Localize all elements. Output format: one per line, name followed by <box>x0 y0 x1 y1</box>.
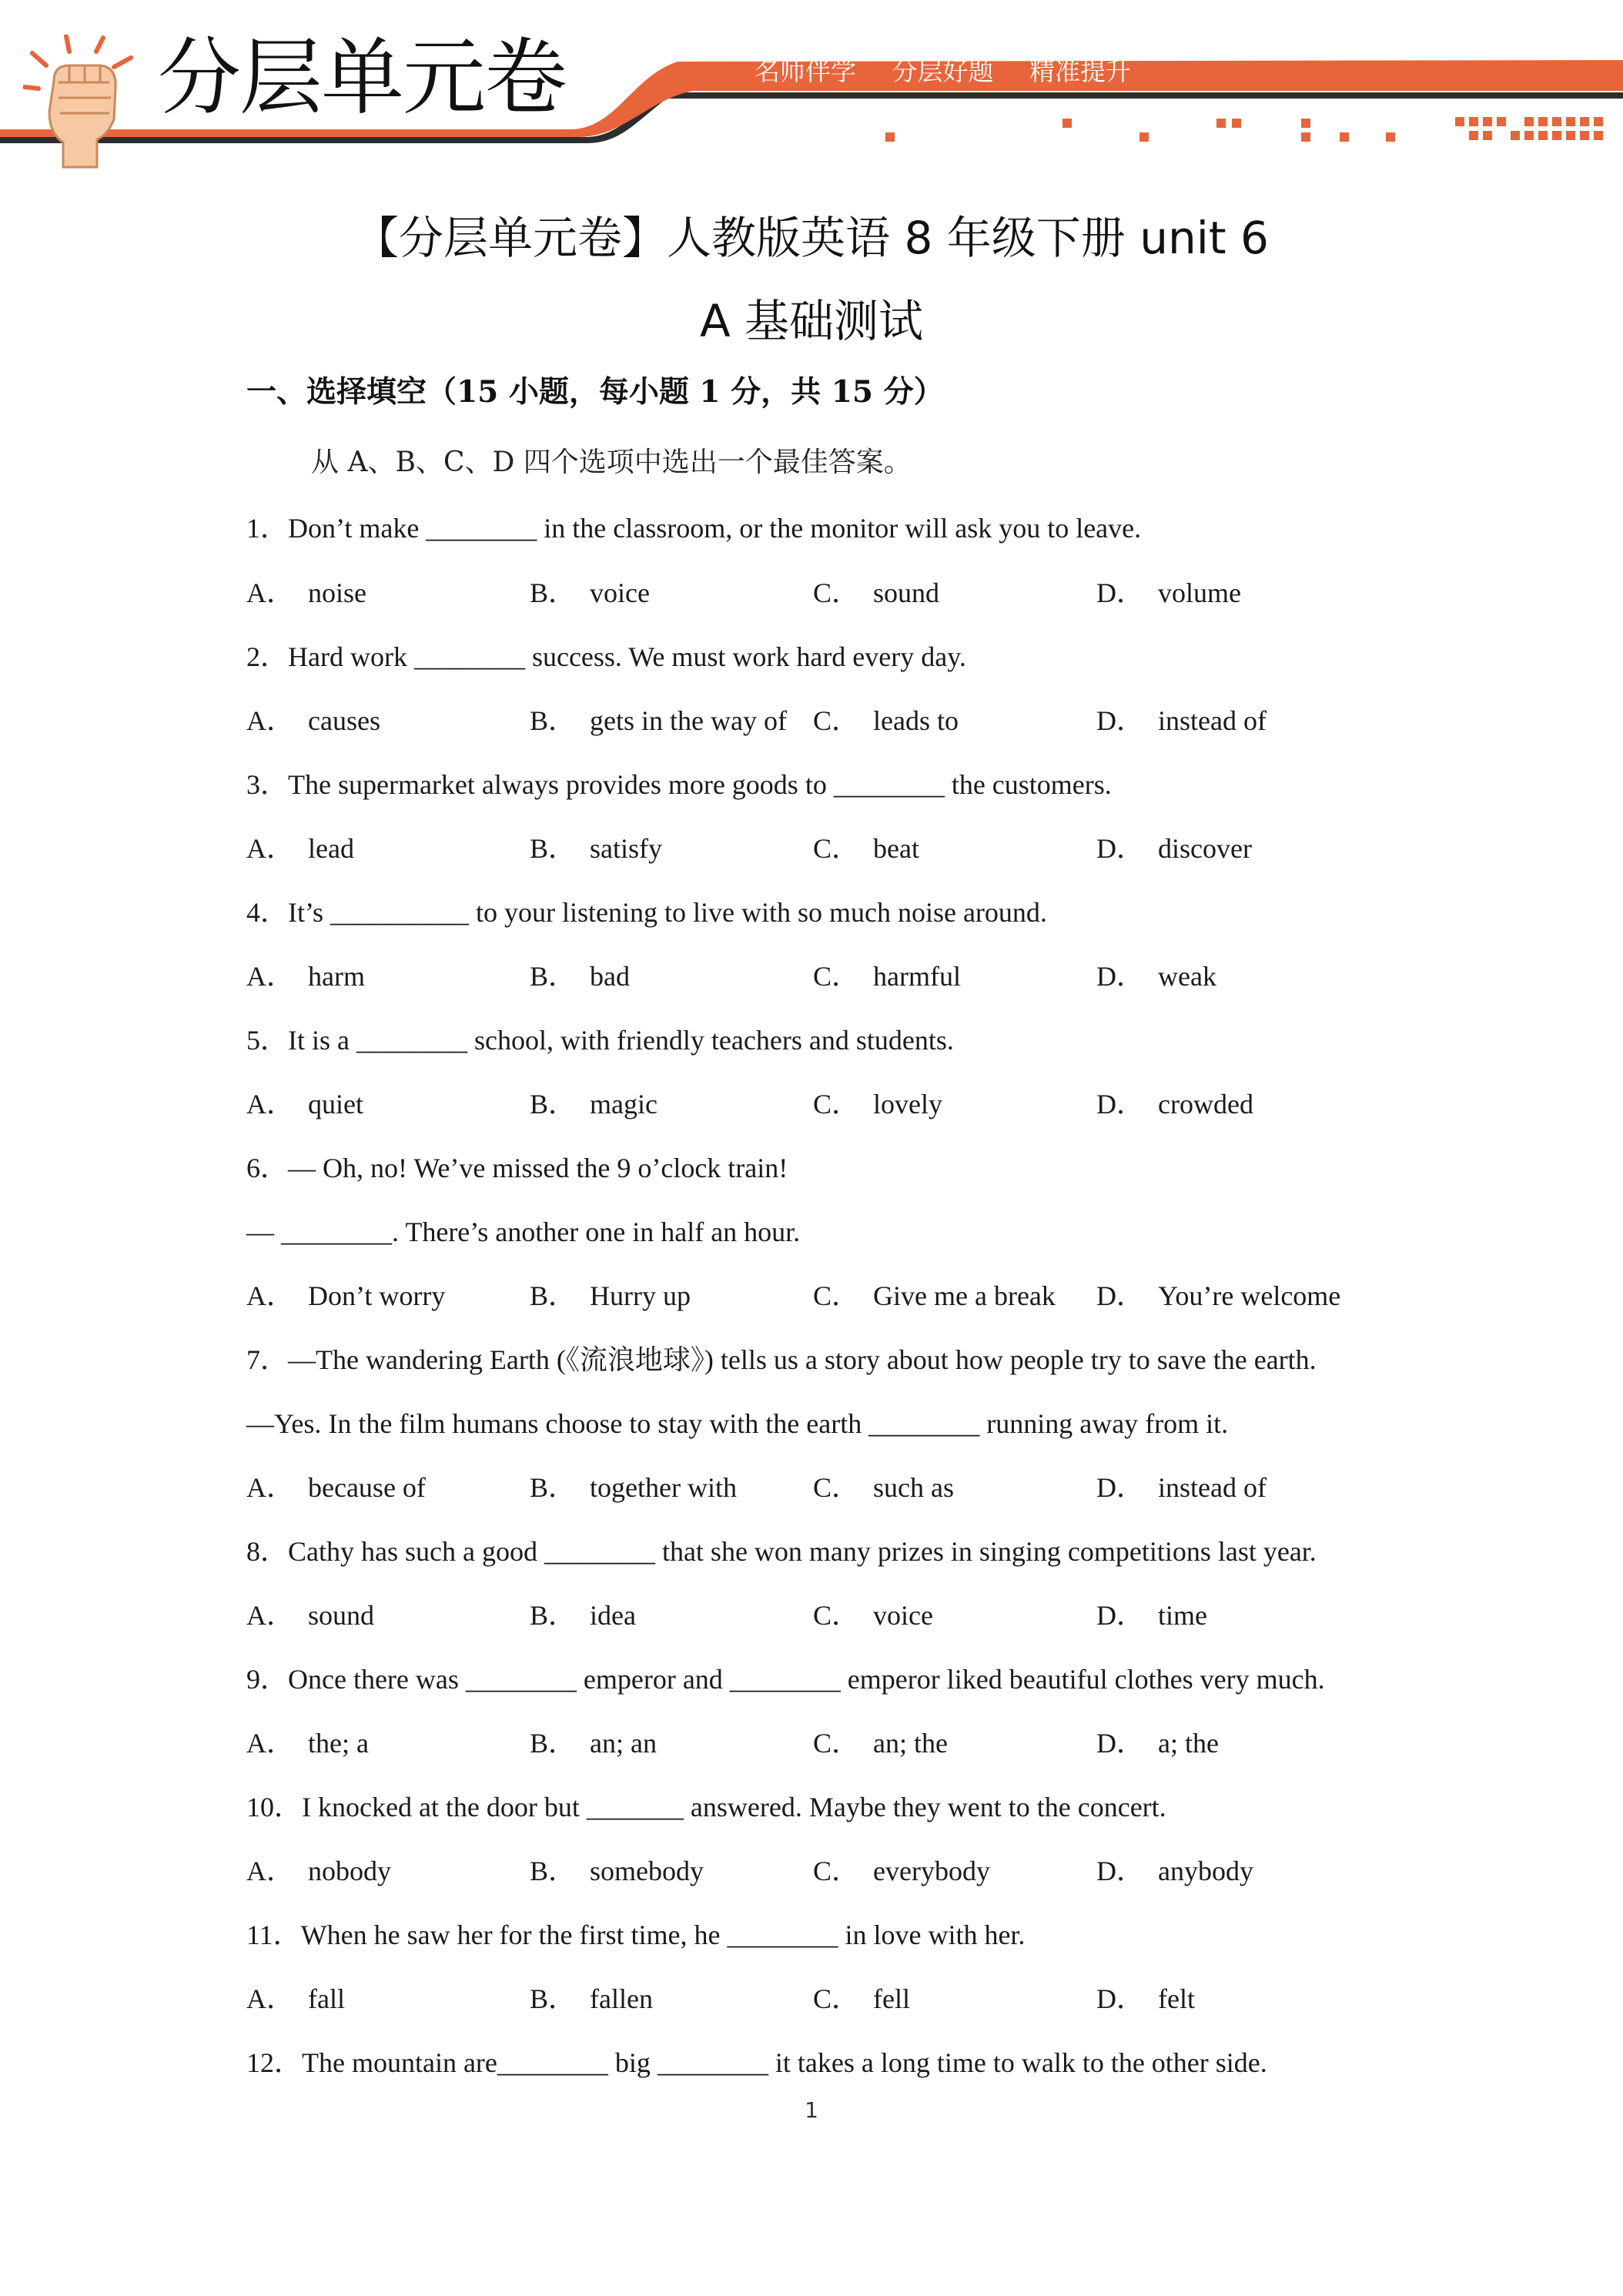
option-b[interactable]: B． bad <box>530 961 630 992</box>
option-a[interactable]: A． quiet <box>246 1089 363 1120</box>
slogan-2: 分层好题 <box>892 56 994 86</box>
option-b[interactable]: B． fallen <box>530 1983 653 2014</box>
option-c[interactable]: C． an; the <box>813 1728 948 1759</box>
option-d[interactable]: D． instead of <box>1096 705 1267 736</box>
question-7-text-line-2: —Yes. In the film humans choose to stay with the earth ________ running away from it. <box>246 1408 1229 1439</box>
option-a[interactable]: A． lead <box>246 833 354 864</box>
header-slogans <box>755 56 1601 86</box>
option-a[interactable]: A． noise <box>246 577 366 608</box>
question-3-options <box>246 835 1401 865</box>
option-b[interactable]: B． together with <box>530 1472 737 1503</box>
option-a[interactable]: A． causes <box>246 705 380 736</box>
option-d[interactable]: D． a; the <box>1096 1728 1219 1759</box>
question-6-options <box>246 1282 1401 1313</box>
option-b[interactable]: B． gets in the way of <box>530 705 787 736</box>
question-4-options <box>246 962 1401 993</box>
option-a[interactable]: A． Don’t worry <box>246 1280 446 1311</box>
raised-fist-icon <box>23 35 139 169</box>
page-header <box>0 0 1623 177</box>
option-c[interactable]: C． sound <box>813 577 940 608</box>
option-b[interactable]: B． somebody <box>530 1856 704 1886</box>
question-8-text: 8．Cathy has such a good ________ that she won many prizes in singing competitions last year. <box>246 1536 1317 1567</box>
option-b[interactable]: B． idea <box>530 1600 636 1631</box>
question-6-text: 6．— Oh, no! We’ve missed the 9 o’clock train! <box>246 1153 788 1183</box>
option-d[interactable]: D． volume <box>1096 577 1241 608</box>
option-b[interactable]: B． Hurry up <box>530 1280 691 1311</box>
option-d[interactable]: D． crowded <box>1096 1089 1253 1120</box>
option-c[interactable]: C． harmful <box>813 961 961 992</box>
option-a[interactable]: A． because of <box>246 1472 426 1503</box>
question-10-text: 10．I knocked at the door but _______ answered. Maybe they went to the concert. <box>246 1792 1166 1822</box>
option-a[interactable]: A． fall <box>246 1983 345 2014</box>
section-heading: 一、选择填空（15 小题，每小题 1 分，共 15 分） <box>246 374 944 410</box>
question-1-text: 1．Don’t make ________ in the classroom, or the monitor will ask you to leave. <box>246 513 1142 544</box>
option-a[interactable]: A． nobody <box>246 1856 391 1886</box>
option-c[interactable]: C． such as <box>813 1472 954 1503</box>
brand-title: 分层单元卷 <box>158 30 567 126</box>
question-3-text: 3．The supermarket always provides more goods to ________ the customers. <box>246 769 1112 800</box>
option-b[interactable]: B． voice <box>530 577 650 608</box>
option-d[interactable]: D． You’re welcome <box>1096 1280 1341 1311</box>
option-a[interactable]: A． sound <box>246 1600 375 1631</box>
question-7-text: 7．—The wandering Earth (《流浪地球》) tells us a story about how people try to save the earth. <box>246 1344 1317 1375</box>
option-c[interactable]: C． beat <box>813 833 919 864</box>
option-d[interactable]: D． discover <box>1096 833 1252 864</box>
option-c[interactable]: C． fell <box>813 1983 910 2014</box>
option-b[interactable]: B． an; an <box>530 1728 657 1759</box>
page-number: 1 <box>805 2097 818 2123</box>
question-11-options <box>246 1985 1401 2016</box>
question-7-options <box>246 1474 1401 1504</box>
option-c[interactable]: C． leads to <box>813 705 959 736</box>
question-10-options <box>246 1857 1401 1888</box>
question-6-text-line-2: — ________. There’s another one in half an hour. <box>246 1217 801 1247</box>
question-11-text: 11．When he saw her for the first time, he ________ in love with her. <box>246 1919 1026 1950</box>
slogan-1: 名师伴学 <box>755 56 856 86</box>
question-5-options <box>246 1090 1401 1121</box>
option-b[interactable]: B． satisfy <box>530 833 663 864</box>
question-2-options <box>246 707 1401 738</box>
question-1-options <box>246 579 1401 610</box>
question-8-options <box>246 1602 1401 1632</box>
option-d[interactable]: D． felt <box>1096 1983 1195 2014</box>
option-c[interactable]: C． everybody <box>813 1856 990 1886</box>
question-4-text: 4．It’s __________ to your listening to live with so much noise around. <box>246 897 1047 928</box>
option-c[interactable]: C． Give me a break <box>813 1280 1056 1311</box>
option-c[interactable]: C． voice <box>813 1600 933 1631</box>
option-d[interactable]: D． anybody <box>1096 1856 1253 1886</box>
question-5-text: 5．It is a ________ school, with friendly teachers and students. <box>246 1025 954 1056</box>
question-9-text: 9．Once there was ________ emperor and ________ emperor liked beautiful clothes very much. <box>246 1664 1325 1695</box>
option-a[interactable]: A． the; a <box>246 1728 369 1759</box>
option-d[interactable]: D． time <box>1096 1600 1207 1631</box>
question-9-options <box>246 1729 1401 1760</box>
document-title: 【分层单元卷】人教版英语 8 年级下册 unit 6 <box>354 212 1269 264</box>
document-subtitle: A 基础测试 <box>699 295 924 347</box>
option-b[interactable]: B． magic <box>530 1089 658 1120</box>
slogan-3: 精准提升 <box>1029 56 1131 86</box>
option-d[interactable]: D． weak <box>1096 961 1216 992</box>
option-c[interactable]: C． lovely <box>813 1089 942 1120</box>
option-d[interactable]: D． instead of <box>1096 1472 1267 1503</box>
question-2-text: 2．Hard work ________ success. We must work hard every day. <box>246 641 966 672</box>
question-12-text: 12．The mountain are________ big ________ it takes a long time to walk to the other side. <box>246 2047 1267 2078</box>
section-instruction: 从 A、B、C、D 四个选项中选出一个最佳答案。 <box>311 447 912 478</box>
option-a[interactable]: A． harm <box>246 961 365 992</box>
